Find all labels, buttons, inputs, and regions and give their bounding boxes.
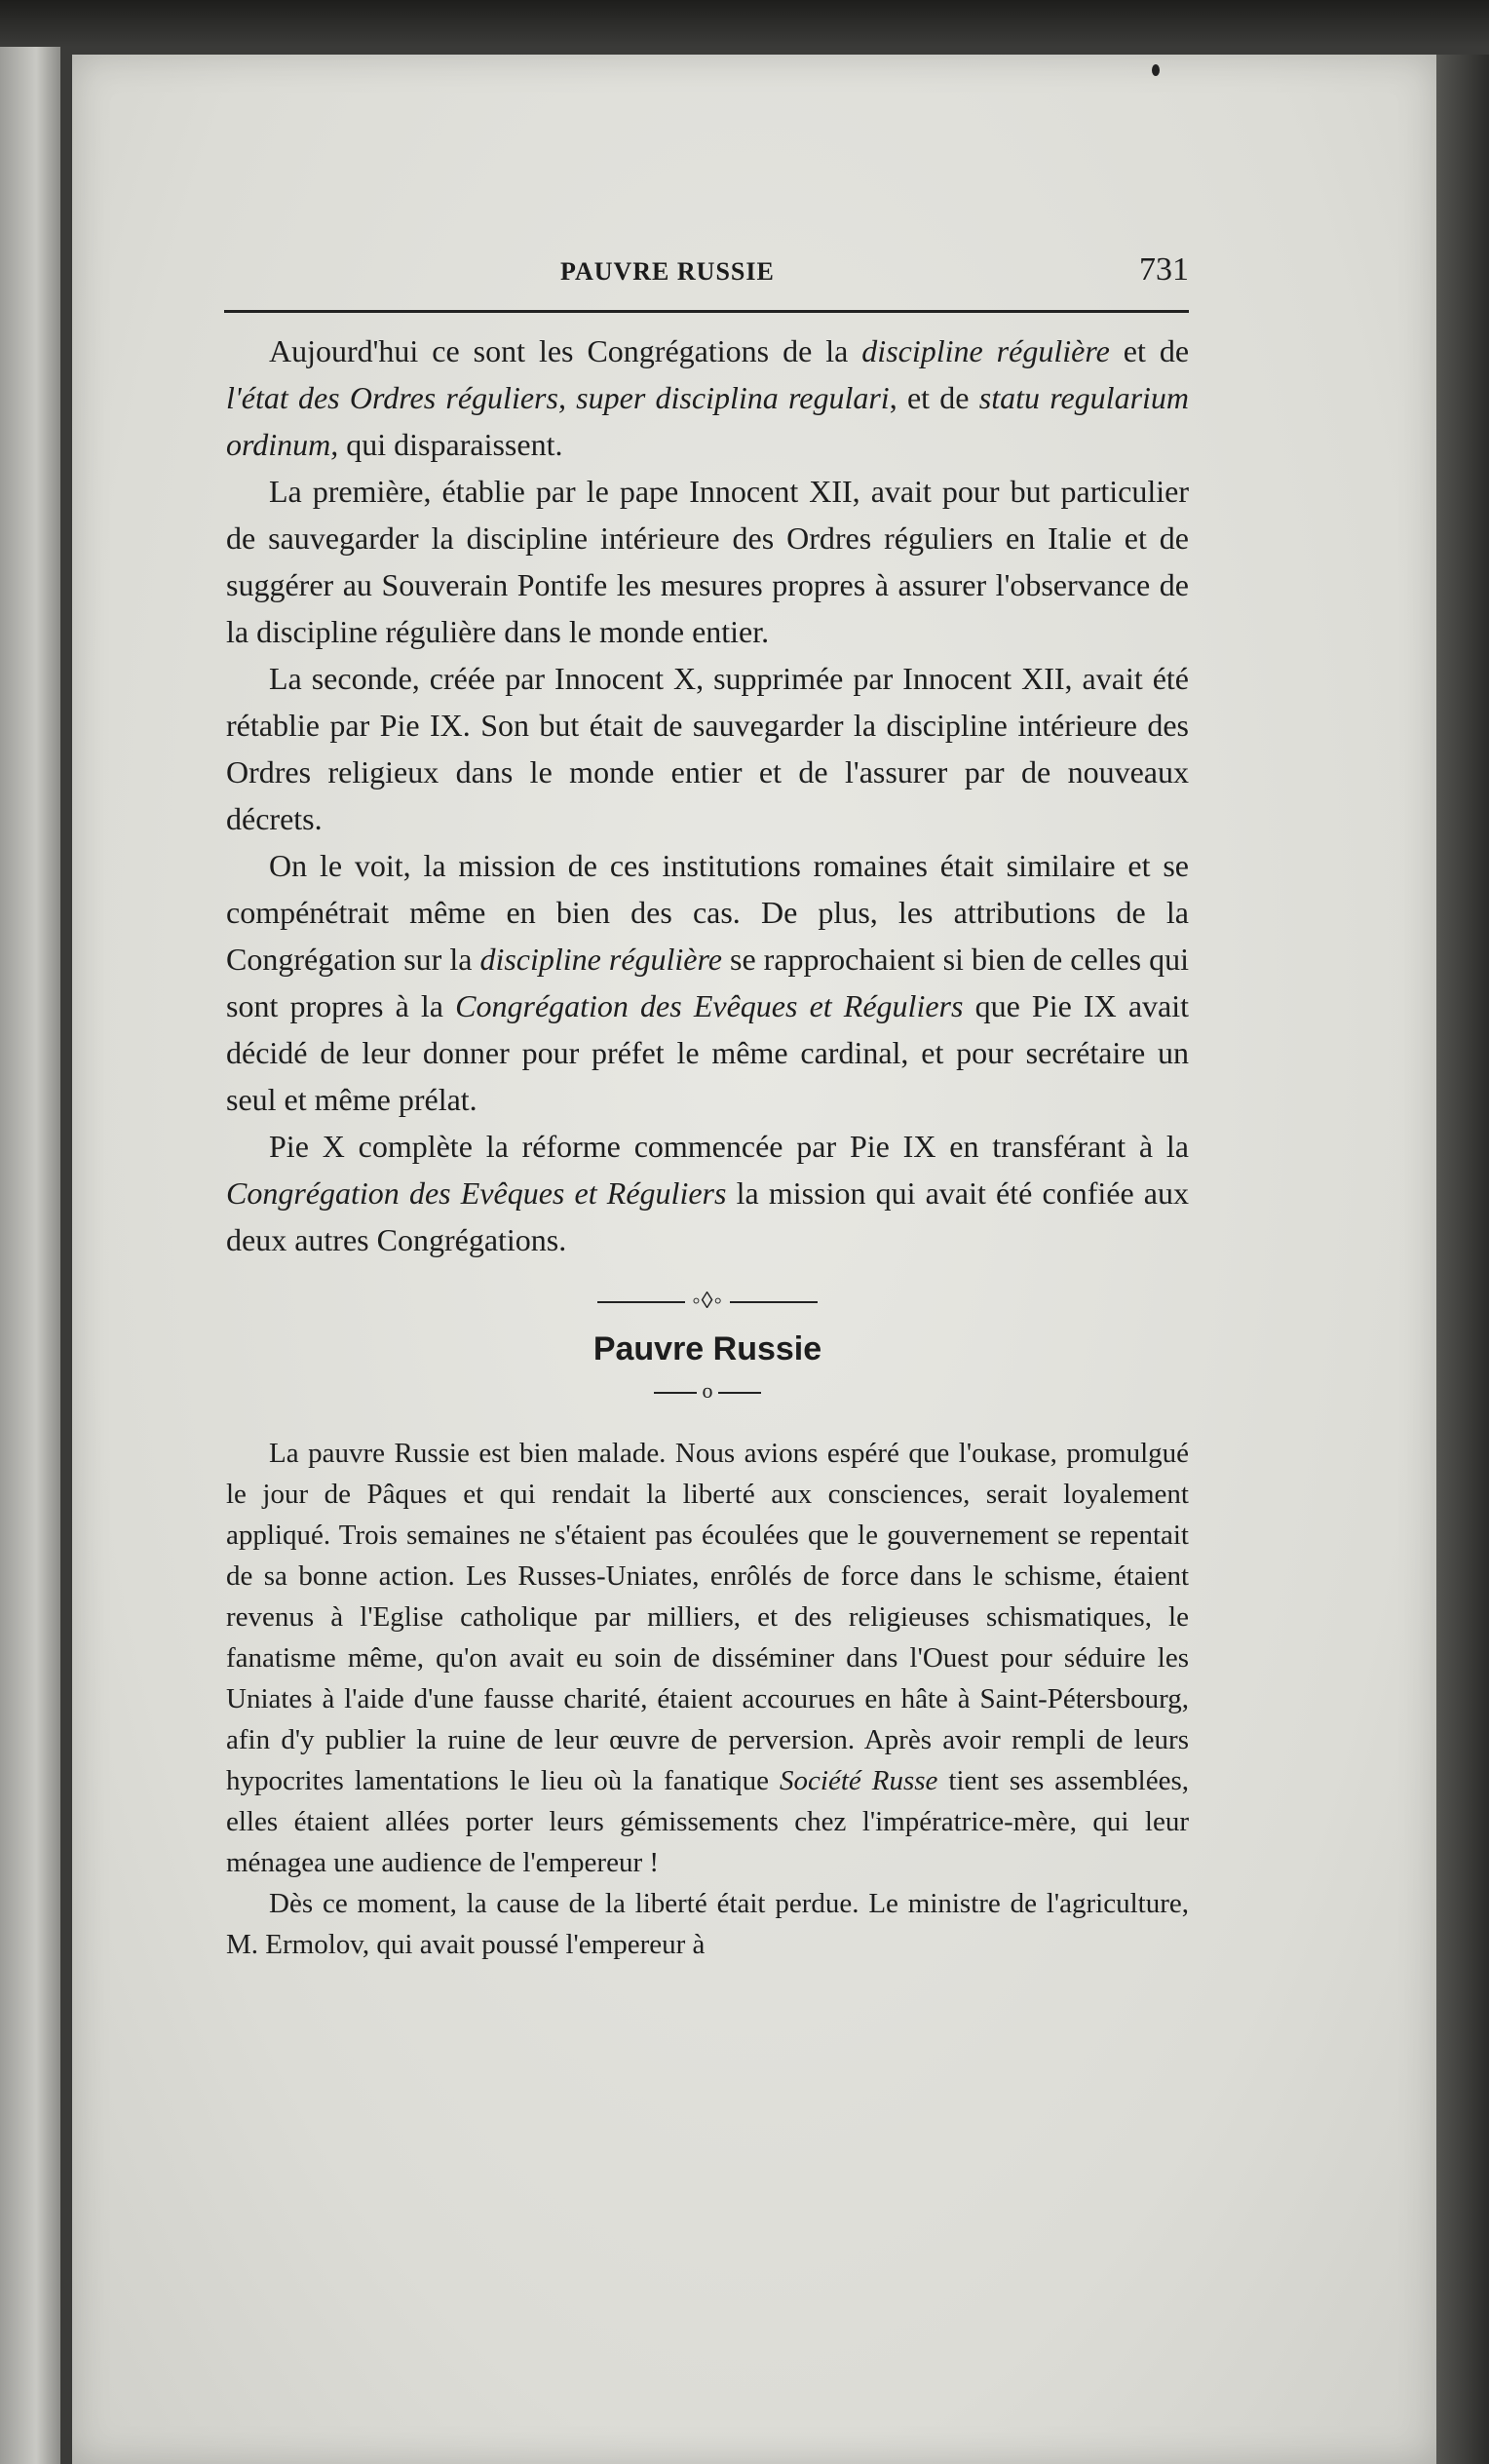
italic-text: discipline régulière — [861, 333, 1110, 368]
section-title: Pauvre Russie — [592, 1330, 822, 1367]
text-run: , et de — [889, 380, 979, 415]
sub-ornament-dash-right — [718, 1392, 761, 1394]
running-title: PAUVRE RUSSIE — [560, 257, 775, 286]
paragraph — [226, 842, 1189, 1123]
text-run: La première, établie par le pape Innocent XII, avait pour but particulier de sauvegarder la discipline intérieure des Ordres réguliers en Italie et de suggérer au Souverain Pontife les mesures propres à assurer l'observance de la discipline régulière dans le monde entier. — [226, 474, 1189, 649]
italic-text: l'état des Ordres réguliers, super disciplina regulari — [226, 380, 890, 415]
text-run: se rapprochaient si bien de celles qui sont propres à la — [226, 942, 1190, 1023]
text-run: La seconde, créée par Innocent X, supprimée par Innocent XII, avait été rétablie par Pie IX. Son but était de sauvegarder la discipline intérieure des Ordres religieux dans le monde entier et de l'assurer par de nouveaux décrets. — [226, 661, 1189, 836]
sub-ornament-dash-left — [654, 1392, 697, 1394]
scan-background — [0, 0, 1489, 47]
section-sub-ornament — [226, 1378, 1189, 1404]
body-text — [226, 327, 1189, 1965]
italic-text: Société Russe — [780, 1765, 938, 1796]
ornament-glyph: ◦◊◦ — [692, 1289, 723, 1314]
paragraph-group-2 — [226, 1433, 1189, 1965]
italic-text: statu regularium ordinum, — [226, 380, 1190, 462]
page-number: 731 — [1139, 251, 1189, 288]
paragraph-group-1 — [226, 327, 1189, 1263]
facing-page-edge — [0, 47, 60, 2464]
paragraph — [226, 1883, 1189, 1965]
section-ornament — [226, 1287, 1189, 1316]
paragraph — [226, 655, 1189, 842]
text-run: la mission qui avait été confiée aux deux autres Congrégations. — [226, 1175, 1190, 1257]
italic-text: Congrégation des Evêques et Réguliers — [455, 988, 964, 1023]
italic-text: discipline régulière — [479, 942, 722, 977]
text-run: Aujourd'hui ce sont les Congrégations de la — [269, 333, 862, 368]
ornament-dash-right — [730, 1301, 818, 1303]
paragraph — [226, 1123, 1189, 1263]
text-run: et de — [1109, 333, 1190, 368]
text-run: que Pie IX avait décidé de leur donner pour préfet le même cardinal, et pour secrétaire un seul et même prélat. — [226, 988, 1190, 1117]
ink-speck — [1152, 64, 1160, 76]
text-run: Dès ce moment, la cause de la liberté était perdue. Le ministre de l'agriculture, M. Ermolov, qui avait poussé l'empereur à — [226, 1888, 1189, 1960]
text-run: qui disparaissent. — [338, 427, 563, 462]
header-rule — [224, 310, 1189, 313]
page-stack-edge — [1431, 55, 1489, 2464]
sub-ornament-glyph: o — [702, 1378, 713, 1403]
paragraph — [226, 468, 1189, 655]
ornament-dash-left — [597, 1301, 685, 1303]
italic-text: Congrégation des Evêques et Réguliers — [226, 1175, 727, 1211]
paragraph — [226, 1433, 1189, 1883]
text-run: tient ses assemblées, elles étaient allées porter leurs gémissements chez l'impératrice-mère, qui leur ménagea une audience de l'empereur ! — [226, 1765, 1189, 1878]
running-head — [224, 251, 1189, 302]
paragraph — [226, 327, 1189, 468]
text-run: Pie X complète la réforme commencée par Pie IX en transférant à la — [269, 1129, 1189, 1164]
text-run: On le voit, la mission de ces institutions romaines était similaire et se compénétrait même en bien des cas. De plus, les attributions de la Congrégation sur la — [226, 848, 1189, 977]
text-run: La pauvre Russie est bien malade. Nous avions espéré que l'oukase, promulgué le jour de Pâques et qui rendait la liberté aux consciences, serait loyalement appliqué. Trois semaines ne s'étaient pas écoulées que le gouvernement se repentait de sa bonne action. Les Russes-Uniates, enrôlés de force dans le schisme, étaient revenus à l'Eglise catholique par milliers, et des religieuses schismatiques, le fanatisme même, qu'on avait eu soin de disséminer dans l'Ouest pour séduire les Uniates à l'aide d'une fausse charité, étaient accourues en hâte à Saint-Pétersbourg, afin d'y publier la ruine de leur œuvre de perversion. Après avoir rempli de leurs hypocrites lamentations le lieu où la fanatique — [226, 1438, 1189, 1796]
